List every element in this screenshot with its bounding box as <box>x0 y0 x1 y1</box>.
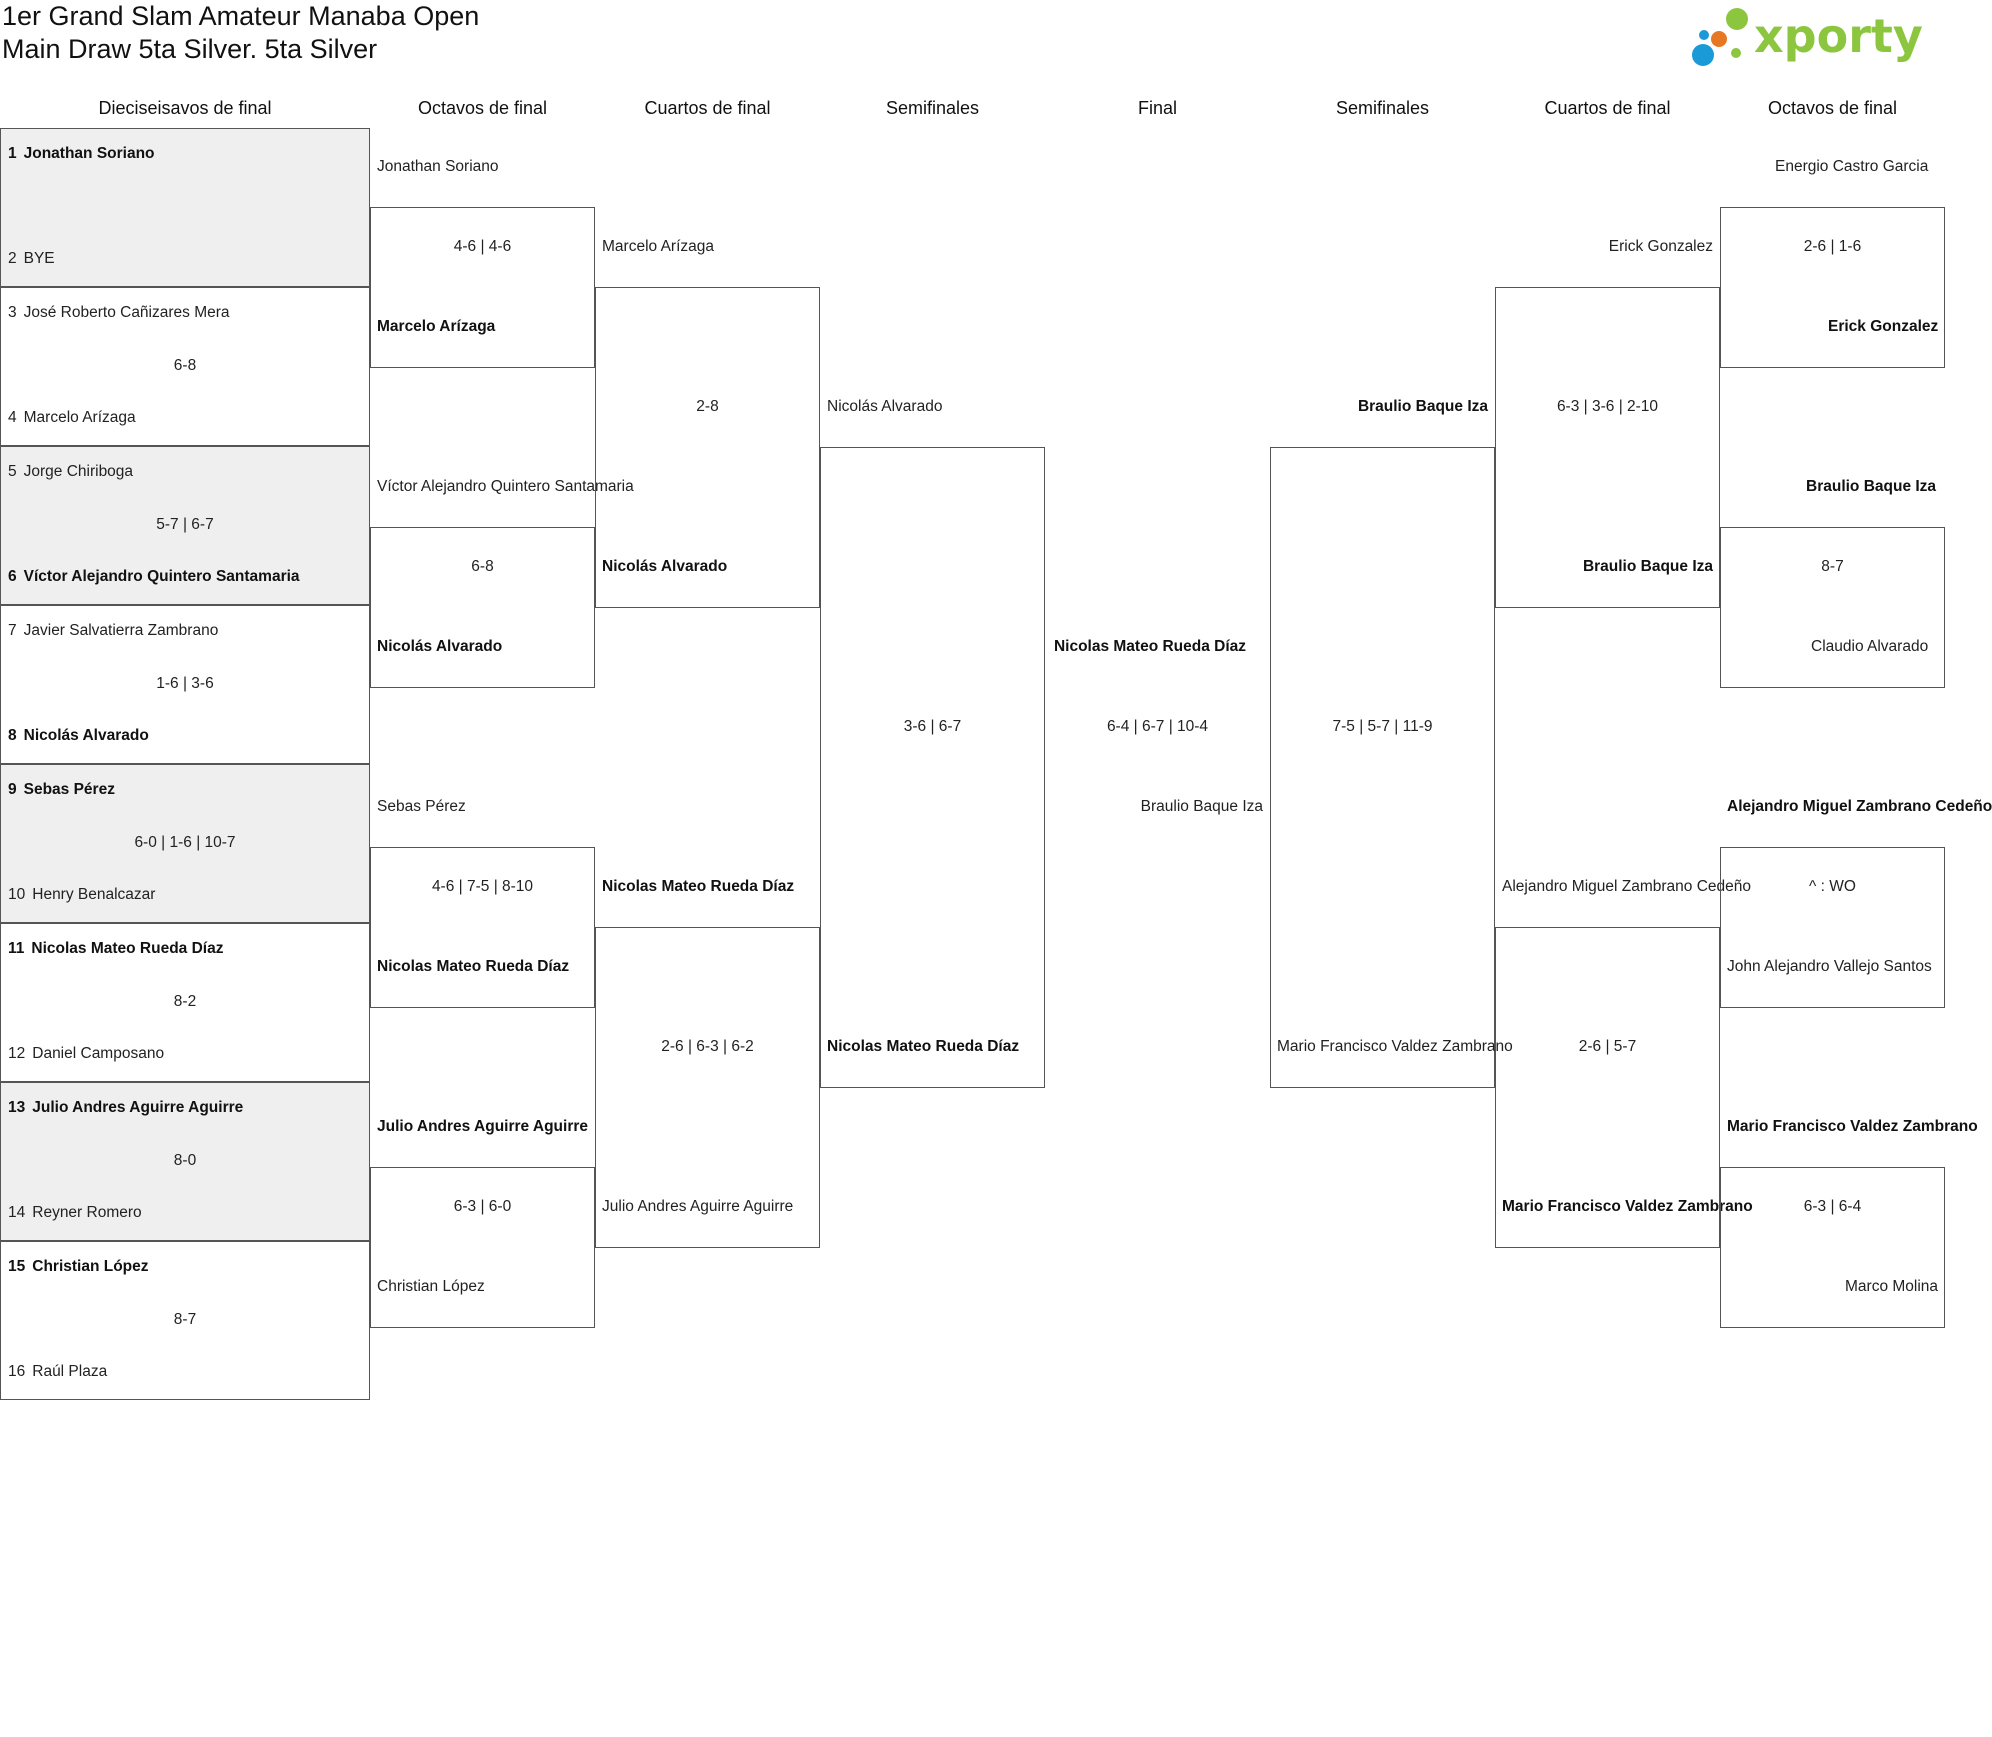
match-score: 6-3 | 3-6 | 2-10 <box>1556 398 1659 415</box>
logo-dot-blue-large <box>1692 44 1714 66</box>
player-name: Mario Francisco Valdez Zambrano <box>1277 1038 1513 1055</box>
seed-number: 4 <box>8 409 17 426</box>
match-score: 3-6 | 6-7 <box>903 718 962 735</box>
player-name: Javier Salvatierra Zambrano <box>23 622 219 639</box>
xporty-logo <box>1690 2 1923 68</box>
player-name: Mario Francisco Valdez Zambrano <box>1727 1118 1978 1135</box>
match-score: 8-2 <box>173 993 197 1010</box>
player-entry <box>8 1203 363 1223</box>
match-score: 6-8 <box>471 558 494 575</box>
match-box-r16-right-1 <box>1720 207 1945 368</box>
player-name: Mario Francisco Valdez Zambrano <box>1502 1198 1753 1215</box>
player-name: Energio Castro Garcia <box>1775 158 1929 175</box>
match-score: 2-8 <box>696 398 719 415</box>
player-name: Marcelo Arízaga <box>377 318 496 335</box>
round-header-final: Final <box>1137 98 1177 118</box>
player-name: Braulio Baque Iza <box>1357 398 1488 415</box>
player-name: Marcelo Arízaga <box>23 409 136 426</box>
player-entry <box>8 780 363 800</box>
player-entry <box>8 726 363 746</box>
player-name: Alejandro Miguel Zambrano Cedeño <box>1727 798 1992 815</box>
player-name: Julio Andres Aguirre Aguirre <box>602 1198 794 1215</box>
player-name: Nicolas Mateo Rueda Díaz <box>827 1038 1020 1055</box>
match-box-r16-right-3 <box>1720 847 1945 1008</box>
round-header-r32: Dieciseisavos de final <box>98 98 272 118</box>
player-name: Nicolas Mateo Rueda Díaz <box>602 878 795 895</box>
seed-number: 15 <box>8 1258 26 1275</box>
seed-number: 9 <box>8 781 17 798</box>
match-score: 2-6 | 6-3 | 6-2 <box>661 1038 754 1055</box>
player-name: Erick Gonzalez <box>1828 318 1939 335</box>
player-entry <box>8 144 363 164</box>
player-name: Claudio Alvarado <box>1811 638 1929 655</box>
round-header-sf-right: Semifinales <box>1335 98 1430 118</box>
seed-number: 14 <box>8 1204 26 1221</box>
seed-number: 11 <box>8 940 25 957</box>
finalist-name: Braulio Baque Iza <box>1140 798 1263 815</box>
player-name: John Alejandro Vallejo Santos <box>1727 958 1932 975</box>
player-name: Reyner Romero <box>32 1204 142 1221</box>
match-box-r16-right-2 <box>1720 527 1945 688</box>
match-score: 5-7 | 6-7 <box>156 516 214 533</box>
match-score: 2-6 | 1-6 <box>1803 238 1862 255</box>
player-name: Julio Andres Aguirre Aguirre <box>32 1099 244 1116</box>
player-name: BYE <box>23 250 55 267</box>
player-entry <box>8 1362 363 1382</box>
match-box-sf-right <box>1270 447 1513 1088</box>
player-name: Christian López <box>377 1278 485 1295</box>
player-name: Nicolás Alvarado <box>377 638 503 655</box>
player-name: Braulio Baque Iza <box>1582 558 1713 575</box>
player-entry <box>8 249 363 269</box>
seed-number: 1 <box>8 145 17 162</box>
tournament-title: 1er Grand Slam Amateur Manaba Open <box>2 1 480 31</box>
match-box-r16-right-4 <box>1720 1167 1945 1328</box>
round-header-r16-left: Octavos de final <box>417 98 548 118</box>
seed-number: 13 <box>8 1099 26 1116</box>
player-name: Braulio Baque Iza <box>1806 478 1937 495</box>
match-box-r16-left-2 <box>370 527 595 688</box>
match-box-sf-left <box>820 447 1045 1088</box>
player-name: Erick Gonzalez <box>1608 238 1713 255</box>
player-name: Nicolás Alvarado <box>23 727 149 744</box>
seed-number: 2 <box>8 250 17 267</box>
player-name: Henry Benalcazar <box>32 886 156 903</box>
player-entry <box>8 1098 363 1118</box>
match-score: 1-6 | 3-6 <box>156 675 214 692</box>
player-name: José Roberto Cañizares Mera <box>23 304 230 321</box>
finalist-name: Nicolas Mateo Rueda Díaz <box>1053 638 1247 655</box>
player-name: Jonathan Soriano <box>377 158 499 175</box>
player-entry <box>8 408 363 428</box>
player-entry <box>8 462 363 482</box>
player-name: Marco Molina <box>1845 1278 1939 1295</box>
logo-dot-orange <box>1711 31 1727 47</box>
player-entry <box>8 885 363 905</box>
player-name: Jonathan Soriano <box>23 145 155 162</box>
player-entry <box>8 567 363 587</box>
match-box-r16-left-3 <box>370 847 595 1008</box>
player-name: Jorge Chiriboga <box>23 463 134 480</box>
seed-number: 16 <box>8 1363 26 1380</box>
player-name: Sebas Pérez <box>377 798 466 815</box>
logo-dot-green-small <box>1731 48 1741 58</box>
player-name: Raúl Plaza <box>32 1363 108 1380</box>
match-box-r16-left-4 <box>370 1167 595 1328</box>
match-score: 2-6 | 5-7 <box>1578 1038 1637 1055</box>
player-name: Nicolas Mateo Rueda Díaz <box>377 958 570 975</box>
match-score: 8-7 <box>173 1311 197 1328</box>
match-score: 6-0 | 1-6 | 10-7 <box>134 834 236 851</box>
match-score: 4-6 | 7-5 | 8-10 <box>431 878 534 895</box>
logo-dot-blue-small <box>1699 30 1709 40</box>
player-entry <box>8 939 363 959</box>
player-entry <box>8 303 363 323</box>
round-header-r16-right: Octavos de final <box>1767 98 1898 118</box>
seed-number: 5 <box>8 463 17 480</box>
player-name: Sebas Pérez <box>23 781 115 798</box>
match-score: 8-7 <box>1821 558 1844 575</box>
match-score: 6-3 | 6-0 <box>453 1198 512 1215</box>
seed-number: 12 <box>8 1045 26 1062</box>
match-score: 6-8 <box>173 357 197 374</box>
round-header-qf-left: Cuartos de final <box>644 98 771 118</box>
player-name: Marcelo Arízaga <box>602 238 714 255</box>
logo-wordmark: xporty <box>1754 9 1923 63</box>
player-entry <box>8 1044 363 1064</box>
player-name: Nicolas Mateo Rueda Díaz <box>31 940 224 957</box>
round-header-qf-right: Cuartos de final <box>1544 98 1671 118</box>
match-score: ^ : WO <box>1809 878 1856 895</box>
player-name: Nicolás Alvarado <box>602 558 728 575</box>
player-entry <box>8 1257 363 1277</box>
seed-number: 6 <box>8 568 17 585</box>
match-box-r16-left-1 <box>370 207 595 368</box>
seed-number: 8 <box>8 727 17 744</box>
match-score: 7-5 | 5-7 | 11-9 <box>1332 718 1433 735</box>
match-score: 6-3 | 6-4 <box>1803 1198 1862 1215</box>
player-name: Alejandro Miguel Zambrano Cedeño <box>1502 878 1752 895</box>
player-name: Víctor Alejandro Quintero Santamaria <box>23 568 300 585</box>
player-name: Daniel Camposano <box>32 1045 165 1062</box>
logo-dot-green <box>1726 8 1748 30</box>
draw-subtitle: Main Draw 5ta Silver. 5ta Silver <box>2 34 378 64</box>
seed-number: 10 <box>8 886 26 903</box>
player-name: Víctor Alejandro Quintero Santamaria <box>377 478 634 495</box>
player-entry <box>8 621 363 641</box>
player-name: Christian López <box>32 1258 149 1275</box>
final-score: 6-4 | 6-7 | 10-4 <box>1106 718 1209 735</box>
player-name: Julio Andres Aguirre Aguirre <box>377 1118 589 1135</box>
seed-number: 3 <box>8 304 17 321</box>
player-name: Nicolás Alvarado <box>827 398 943 415</box>
match-score: 4-6 | 4-6 <box>453 238 512 255</box>
seed-number: 7 <box>8 622 17 639</box>
match-score: 8-0 <box>173 1152 197 1169</box>
round-header-sf-left: Semifinales <box>885 98 980 118</box>
